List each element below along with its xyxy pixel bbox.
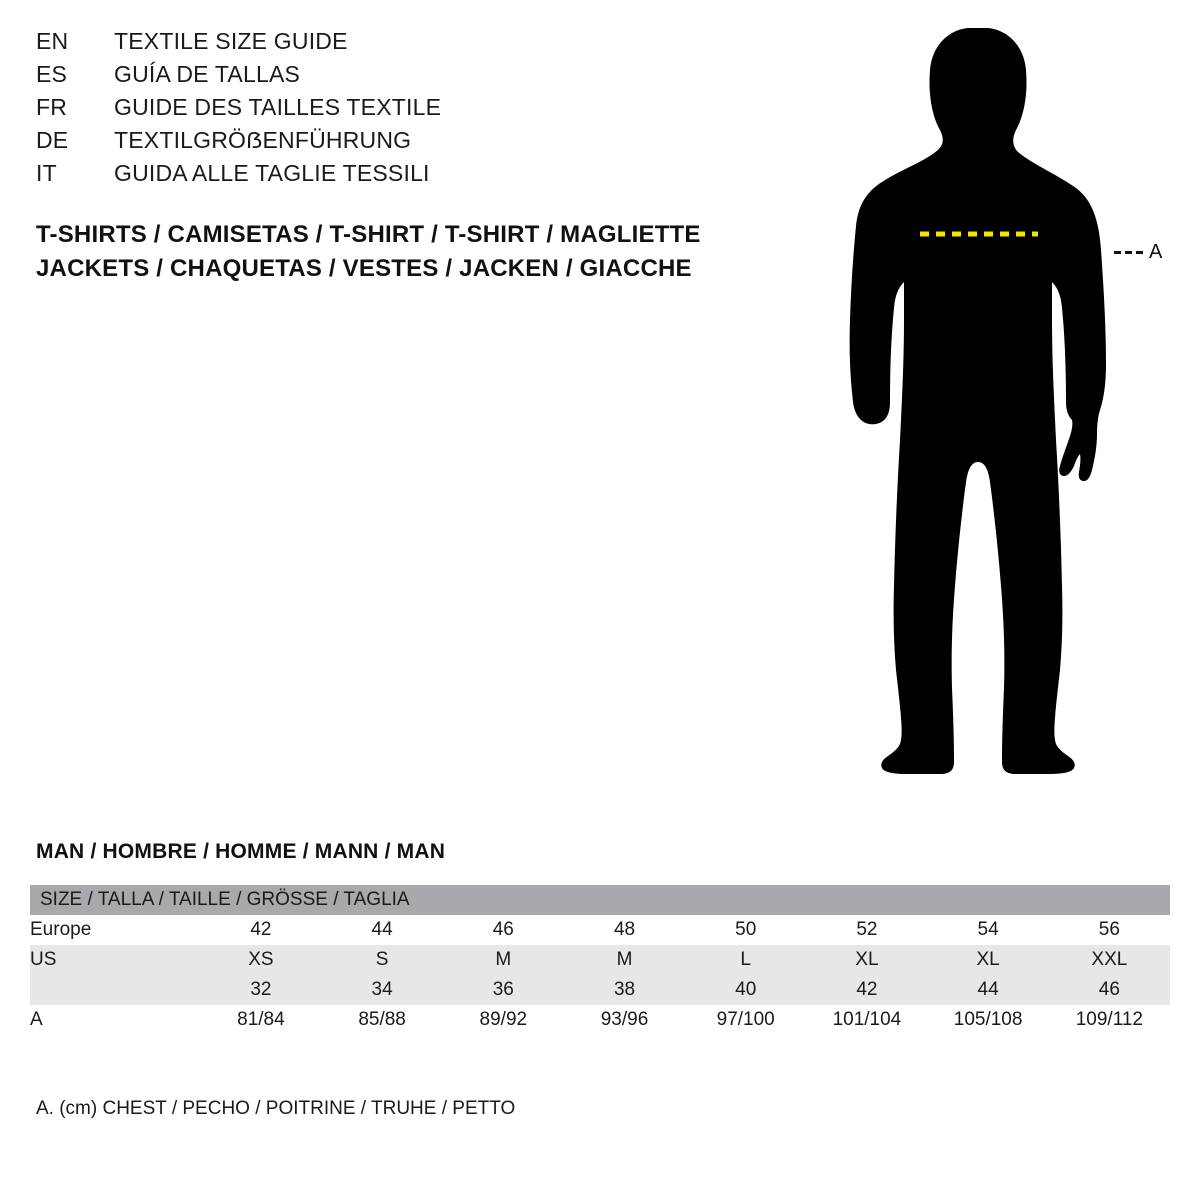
category-heading-block xyxy=(36,218,796,286)
cell: XXL xyxy=(1049,945,1170,975)
cell: S xyxy=(322,945,443,975)
table-row xyxy=(30,975,1170,1005)
language-code: FR xyxy=(36,94,68,120)
category-tshirts: T-SHIRTS / CAMISETAS / T-SHIRT / T-SHIRT / MAGLIETTE xyxy=(36,221,701,248)
cell: 109/112 xyxy=(1049,1005,1170,1035)
cell: 89/92 xyxy=(443,1005,564,1035)
cell: 93/96 xyxy=(564,1005,685,1035)
cell: 85/88 xyxy=(322,1005,443,1035)
callout-label: A xyxy=(1149,241,1163,263)
gender-title: MAN / HOMBRE / HOMME / MANN / MAN xyxy=(36,840,446,863)
row-label: A xyxy=(30,1005,200,1035)
footnote: A. (cm) CHEST / PECHO / POITRINE / TRUHE / PETTO xyxy=(36,1098,516,1119)
language-row xyxy=(36,61,736,94)
table-row xyxy=(30,1005,1170,1035)
language-row xyxy=(36,127,736,160)
language-code: EN xyxy=(36,28,69,54)
cell: 48 xyxy=(564,915,685,945)
cell: L xyxy=(685,945,806,975)
language-code: ES xyxy=(36,61,68,87)
cell: 44 xyxy=(322,915,443,945)
cell: 54 xyxy=(928,915,1049,945)
cell: XL xyxy=(928,945,1049,975)
row-label: Europe xyxy=(30,915,200,945)
category-jackets: JACKETS / CHAQUETAS / VESTES / JACKEN / GIACCHE xyxy=(36,255,692,282)
table-row xyxy=(30,945,1170,975)
language-title: GUIDA ALLE TAGLIE TESSILI xyxy=(114,160,430,186)
chest-measure-line xyxy=(820,20,1180,780)
cell: 56 xyxy=(1049,915,1170,945)
cell: 38 xyxy=(564,975,685,1005)
language-title: TEXTILGRÖẞENFÜHRUNG xyxy=(114,127,412,153)
cell: 36 xyxy=(443,975,564,1005)
language-row xyxy=(36,28,736,61)
language-title: TEXTILE SIZE GUIDE xyxy=(114,28,348,54)
table-header-row xyxy=(30,885,1170,915)
cell: 32 xyxy=(200,975,321,1005)
cell: 97/100 xyxy=(685,1005,806,1035)
language-code: DE xyxy=(36,127,69,153)
cell: 81/84 xyxy=(200,1005,321,1035)
language-title: GUÍA DE TALLAS xyxy=(114,61,301,87)
cell: 46 xyxy=(1049,975,1170,1005)
cell: 40 xyxy=(685,975,806,1005)
row-label: US xyxy=(30,945,200,975)
cell: 44 xyxy=(928,975,1049,1005)
cell: 105/108 xyxy=(928,1005,1049,1035)
measure-callout-a xyxy=(1114,242,1162,262)
language-heading-list xyxy=(36,28,736,193)
cell: 50 xyxy=(685,915,806,945)
body-figure xyxy=(820,20,1180,780)
cell: XS xyxy=(200,945,321,975)
cell: M xyxy=(443,945,564,975)
callout-dashes-icon xyxy=(1114,251,1143,254)
cell: M xyxy=(564,945,685,975)
language-title: GUIDE DES TAILLES TEXTILE xyxy=(114,94,442,120)
language-code: IT xyxy=(36,160,57,186)
language-row xyxy=(36,94,736,127)
cell: 42 xyxy=(806,975,927,1005)
row-label xyxy=(30,975,200,1005)
table-row xyxy=(30,915,1170,945)
language-row xyxy=(36,160,736,193)
cell: 101/104 xyxy=(806,1005,927,1035)
cell: 34 xyxy=(322,975,443,1005)
size-table xyxy=(30,885,1170,1035)
cell: 46 xyxy=(443,915,564,945)
cell: 42 xyxy=(200,915,321,945)
cell: XL xyxy=(806,945,927,975)
table-header-label: SIZE / TALLA / TAILLE / GRÖSSE / TAGLIA xyxy=(30,885,1170,915)
cell: 52 xyxy=(806,915,927,945)
